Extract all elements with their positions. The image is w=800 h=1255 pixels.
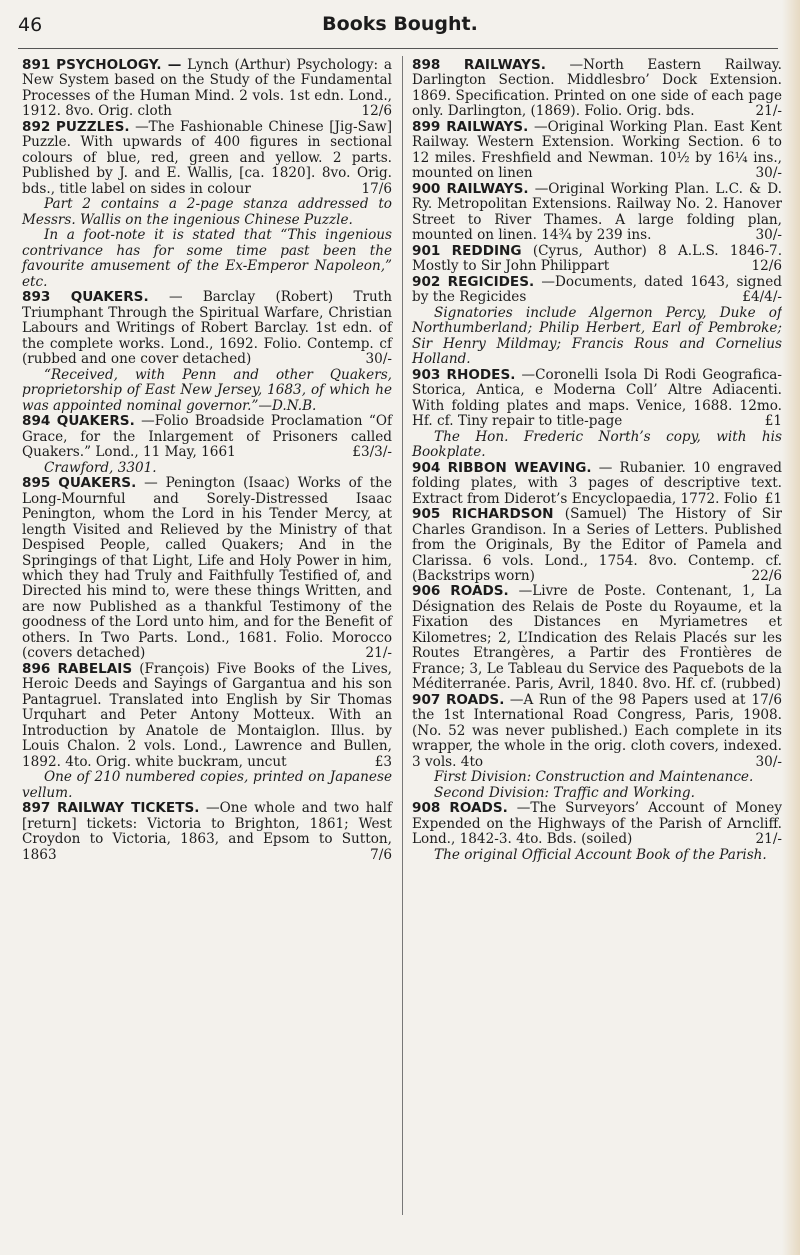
entry-price: 22/6 [751, 567, 782, 584]
entry-description: —Folio Broadside Proclamation “Of Grace, for the Inlargement of Prisoners called Quakers.” Lond., 11 May, 1661 [22, 413, 393, 461]
entry-heading: RHODES. [446, 366, 516, 383]
entry-number: 893 [22, 289, 51, 306]
entry-number: 908 [412, 800, 441, 817]
entry-description: —Original Working Plan. East Kent Railway. Western Extension. Working Section. 6 to 12 miles. Freshfield and Newman. 10½ by 16¼ ins., mounted on linen [412, 118, 783, 182]
entry-heading: QUAKERS. [58, 475, 137, 492]
entry-description: —Original Working Plan. L.C. & D. Ry. Metropolitan Extensions. Railway No. 2. Hanover Street to River Thames. A large folding plan, mounted on linen. 14¾ by 239 ins. [412, 180, 782, 244]
entry-heading: ROADS. [445, 691, 505, 708]
catalogue-entry [412, 801, 782, 847]
catalogue-entry [412, 461, 782, 507]
entry-price: £3 [374, 753, 392, 770]
page-number: 46 [18, 14, 43, 36]
entry-number: 892 [22, 118, 51, 135]
entry-description: —One whole and two half [return] tickets: Victoria to Brighton, 1861; West Croydon to Victoria, 1863, and Epsom to Sutton, 1863 [22, 800, 392, 863]
entry-description: —Livre de Poste. Contenant, 1, La Désignation des Relais de Poste du Royaume, et la Fixation des Distances en Myriametres et Kilometres; 2, L’Indication des Relais Placés sur les Routes Etrangères, a Partir des Frontières de France; 3, Le Tableau du Service des Paquebots de la Méditerranée. Paris, Avril, 1840. 8vo. Hf. cf. (rubbed) [412, 583, 782, 693]
entry-heading: REDDING [451, 242, 522, 259]
entry-price: 30/- [755, 227, 782, 244]
entry-description: —A Run of the 98 Papers used at the 1st International Road Congress, Paris, 1908. (No. 52 was never published.) Each complete in its wrapper, the whole in the orig. cloth covers, indexed. 3 vols. 4to [412, 691, 782, 770]
catalogue-note: Part 2 contains a 2-page stanza addressed to Messrs. Wallis on the ingenious Chinese Puzzle. [22, 196, 392, 228]
entry-description: —Documents, dated 1643, signed by the Regicides [412, 273, 783, 306]
page-edge-shadow [782, 0, 800, 1255]
right-column [412, 58, 782, 1255]
entry-heading: QUAKERS. [56, 413, 135, 430]
catalogue-entry [22, 801, 392, 863]
catalogue-note: The Hon. Frederic North’s copy, with his Bookplate. [412, 428, 782, 461]
catalogue-note: Crawford, 3301. [44, 459, 157, 476]
header-rule [18, 48, 778, 49]
catalogue-entry [22, 476, 392, 662]
entry-price: 7/6 [370, 846, 392, 863]
catalogue-note: Second Division: Traffic and Working. [434, 784, 695, 801]
entry-heading: RIBBON WEAVING. [447, 459, 592, 476]
entry-number: 902 [412, 273, 441, 290]
entry-description: — Barclay (Robert) Truth Triumphant Through the Spiritual Warfare, Christian Labours and Writings of Robert Barclay. 1st edn. of the complete works. Lond., 1692. Folio. Contemp. cf (rubbed and one cover detached) [22, 289, 392, 368]
catalogue-entry [22, 414, 392, 460]
entry-price: 30/- [755, 165, 782, 182]
catalogue-note: First Division: Construction and Maintenance. [434, 769, 754, 786]
entry-heading: REGICIDES. [447, 273, 535, 290]
catalogue-entry [412, 182, 782, 244]
entry-description: (François) Five Books of the Lives, Heroic Deeds and Sayings of Gargantua and his son Pantagruel. Translated into English by Sir Thomas Urquhart and Peter Antony Motteux. With an Introduction by Anatole de Montaiglon. Illus. by Louis Chalon. 2 vols. Lond., Lawrence and Bullen, 1892. 4to. Orig. white buckram, uncut [22, 660, 393, 770]
catalogue-entry [22, 662, 392, 770]
entry-price: 30/- [365, 351, 392, 368]
entry-number: 905 [412, 506, 441, 523]
catalogue-note: One of 210 numbered copies, printed on Japanese vellum. [22, 769, 392, 801]
entry-heading: ROADS. [449, 800, 508, 817]
entry-price: £4/4/- [742, 289, 782, 306]
entry-price: 21/- [755, 103, 782, 120]
left-column [22, 58, 392, 1255]
entry-number: 899 [412, 118, 441, 135]
entry-number: 895 [22, 475, 51, 492]
entry-description: — Penington (Isaac) Works of the Long-Mournful and Sorely-Distressed Isaac Penington, whom the Lord in his Tender Mercy, at length Visited and Relieved by the Ministry of that Despised People, called Quakers; And in the Springings of that Light, Life and Holy Power in him, which they had Truly and Faithfully Testified of, and Directed his mind to, were these things Written, and are now Published as a thankful Testimony of the goodness of the Lord unto him, and for the Benefit of others. In Two Parts. Lond., 1681. Folio. Morocco (covers detached) [22, 475, 392, 662]
entry-description: —The Surveyors’ Account of Money Expended on the Highways of the Parish of Arncliff. Lond., 1842-3. 4to. Bds. (soiled) [412, 800, 782, 848]
catalogue-entry [22, 58, 392, 120]
entry-heading: RAILWAYS. [446, 118, 529, 135]
entry-description: (Cyrus, Author) 8 A.L.S. 1846-7. Mostly to Sir John Philippart [412, 242, 783, 275]
entry-heading: RABELAIS [57, 660, 133, 677]
entry-price: 30/- [755, 753, 782, 770]
entry-number: 904 [412, 459, 441, 476]
entry-number: 891 [22, 57, 51, 73]
entry-heading: PUZZLES. [55, 118, 130, 135]
entry-price: £3/3/- [352, 444, 392, 461]
entry-description: — Rubanier. 10 engraved folding plates, with 3 pages of descriptive text. Extract from Diderot’s Encyclopaedia, 1772. Folio [412, 459, 783, 507]
entry-price: £1 [764, 413, 782, 430]
catalogue-entry [412, 507, 782, 584]
entry-heading: RAILWAY TICKETS. [56, 800, 200, 817]
entry-heading: RAILWAYS. [463, 57, 546, 73]
running-head: Books Bought. [322, 13, 478, 35]
catalogue-entry [412, 58, 782, 120]
catalogue-entry [22, 120, 392, 197]
catalogue-entry [22, 290, 392, 367]
entry-number: 897 [22, 800, 51, 817]
entry-number: 901 [412, 242, 441, 259]
column-divider [402, 56, 403, 1215]
entry-description: (Samuel) The History of Sir Charles Grandison. In a Series of Letters. Published from the Originals, By the Editor of Pamela and Clarissa. 6 vols. Lond., 1754. 8vo. Contemp. cf. (Backstrips worn) [412, 506, 783, 584]
catalogue-entry [412, 693, 782, 770]
entry-price: 12/6 [361, 103, 392, 120]
entry-price: 21/- [755, 831, 782, 848]
catalogue-note: In a foot-note it is stated that “This ingenious contrivance has for some time past been the favourite amusement of the Ex-Emperor Napoleon,” etc. [22, 227, 392, 290]
entry-number: 896 [22, 660, 51, 677]
catalogue-entry [412, 120, 782, 182]
entry-heading: PSYCHOLOGY. — [56, 57, 182, 73]
catalogue-entry [412, 368, 782, 430]
entry-heading: RICHARDSON [451, 506, 554, 523]
catalogue-note: The original Official Account Book of the Parish. [434, 846, 767, 863]
entry-description: Lynch (Arthur) Psychology: a New System based on the Study of the Fundamental Processes of the Human Mind. 2 vols. 1st edn. Lond., 1912. 8vo. Orig. cloth [22, 57, 392, 120]
entry-description: —North Eastern Railway. Darlington Section. Middlesbro’ Dock Extension. 1869. Specification. Printed on one side of each page only. Darlington, (1869). Folio. Orig. bds. [412, 57, 782, 120]
entry-number: 903 [412, 366, 441, 383]
entry-heading: ROADS. [450, 583, 509, 600]
catalogue-note: Signatories include Algernon Percy, Duke of Northumberland; Philip Herbert, Earl of Pembroke; Sir Henry Mildmay; Francis Rous and Cornelius Holland. [412, 304, 782, 368]
entry-price: 17/6 [361, 180, 392, 197]
entry-number: 894 [22, 413, 51, 430]
entry-number: 907 [412, 691, 441, 708]
entry-number: 898 [412, 57, 441, 73]
entry-number: 906 [412, 583, 441, 600]
catalogue-note: “Received, with Penn and other Quakers, proprietorship of East New Jersey, 1683, of which he was appointed nominal governor.”—D.N.B. [22, 366, 392, 414]
entry-heading: RAILWAYS. [446, 180, 529, 197]
entry-price: £1 [764, 490, 782, 507]
entry-heading: QUAKERS. [70, 289, 149, 306]
catalogue-entry [412, 275, 782, 306]
entry-price: 21/- [365, 645, 392, 662]
entry-description: —Coronelli Isola Di Rodi Geografica-Storica, Antica, e Moderna Coll’ Altre Adiacenti. With folding plates and maps. Venice, 1688. 12mo. Hf. cf. Tiny repair to title-page [412, 366, 783, 430]
entry-number: 900 [412, 180, 441, 197]
entry-price: 17/6 [751, 691, 782, 708]
entry-price: 12/6 [751, 258, 782, 275]
catalogue-entry [412, 244, 782, 275]
entry-description: —The Fashionable Chinese [Jig-Saw] Puzzle. With upwards of 400 figures in sectional colours of blue, red, green and yellow. 2 parts. Published by J. and E. Wallis, [ca. 1820]. 8vo. Orig. bds., title label on sides in colour [22, 118, 392, 197]
